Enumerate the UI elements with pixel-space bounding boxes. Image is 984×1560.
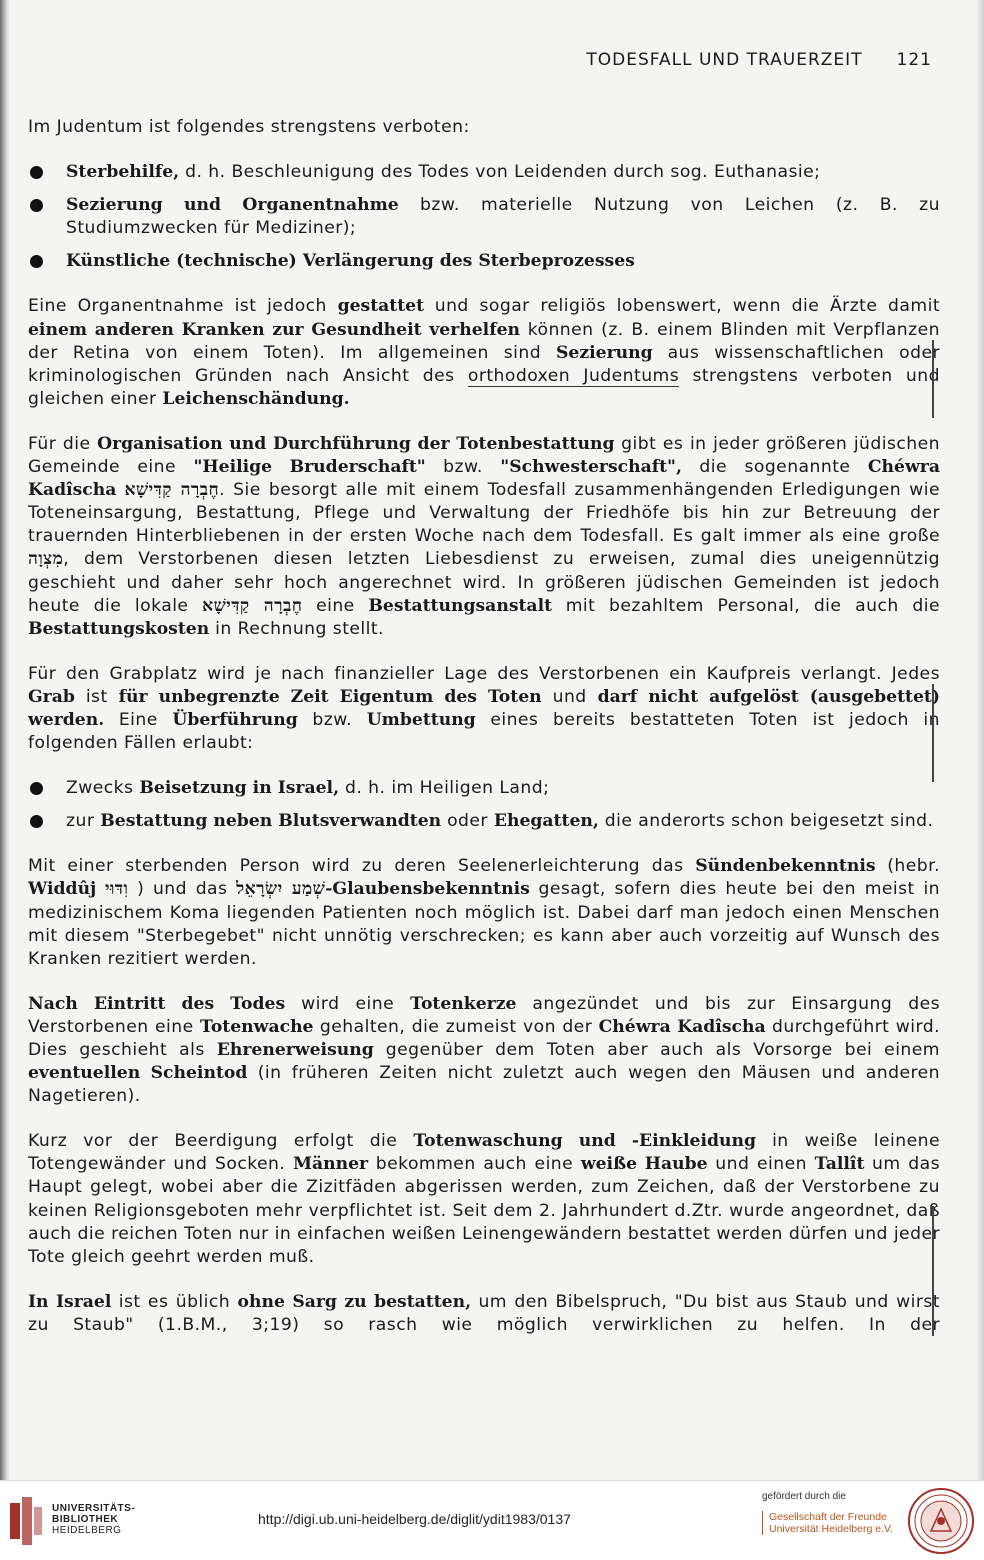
forbidden-item: Sterbehilfe, d. h. Beschleunigung des Todes von Leidenden durch sog. Euthanasie; (28, 161, 940, 184)
hebrew-term: שְׁמַע יִשְׂרָאֵל (236, 879, 326, 900)
paragraph-washing: Kurz vor der Beerdigung erfolgt die Totenwaschung und -Einkleidung in weiße leinene Totengewänder und Socken. Männer bekommen auch eine weiße Haube und einen Tallît um das Haupt gelegt, wobei aber die Zizitfäden abgerissen werden, zum Zeichen, daß der Verstorbene zu keinen Religionsgeboten mehr verpflichtet ist. Seit dem 2. Jahrhundert d.Ztr. wurde angeordnet, daß auch die reichen Toten nur in einfachen weißen Leinengewändern bestattet werden dürfen und jeder Tote gleich geehrt werden muß. (28, 1131, 940, 1267)
paragraph-organ-donation: Eine Organentnahme ist jedoch gestattet und sogar religiös lobenswert, wenn die Ärzte damit einem anderen Kranken zur Gesundheit verhelfen können (z. B. einem Blinden mit Verpflanzen der Retina von einem Toten). Im allgemeinen sind Sezierung aus wissenschaftlichen oder kriminologischen Gründen nach Ansicht des orthodoxen Judentums strengstens verboten und gleichen einer Leichenschändung. (28, 296, 941, 409)
margin-mark (932, 340, 934, 418)
intro-line: Im Judentum ist folgendes strengstens verboten: (28, 117, 470, 137)
hebrew-term: וִדּוּי (105, 879, 129, 900)
scan-left-edge (0, 0, 10, 1480)
page-number: 121 (896, 50, 932, 70)
hebrew-term: חֶבְרָה קַדִּישָׁא (124, 480, 220, 501)
hebrew-term: חֶבְרָה קַדִּישָׁא (202, 595, 303, 616)
paragraph-confession: Mit einer sterbenden Person wird zu deren Seelenerleichterung das Sündenbekenntnis (hebr. Widdûj וִדּוּי ) und das שְׁמַע יִשְׂרָאֵל-Glaubensbekenntnis gesagt, sofern dies heute bei den meist in medizinischem Koma liegenden Patienten noch möglich ist. Dabei darf man jedoch einen Menschen mit diesem "Sterbegebet" nicht unnötig verschrecken; es kann aber auch vorzeitig auf Wunsch des Kranken rezitiert werden. (28, 856, 941, 969)
paragraph-burial-society: Für die Organisation und Durchführung der Totenbestattung gibt es in jeder größeren jüdischen Gemeinde eine "Heilige Bruderschaft" bzw. "Schwesterschaft", die sogenannte Chéwra Kadîscha חֶבְרָה קַדִּישָׁא. Sie besorgt alle mit einem Todesfall zusammenhängenden Erledigungen wie Toteneinsargung, Bestattung, Pflege und Verwaltung der Friedhöfe bis hin zur Betreuung der trauernden Hinterbliebenen in der ersten Woche nach dem Todesfall. Es galt immer als eine große מִצְוָה, dem Verstorbenen diesen letzten Liebesdienst zu erweisen, zumal dies uneigennützig geschieht und daher sehr hoch angerechnet wird. In größeren jüdischen Gemeinden ist jedoch heute die lokale חֶבְרָה קַדִּישָׁא eine Bestattungsanstalt mit bezahltem Personal, die auch die Bestattungskosten in Rechnung stellt. (28, 433, 940, 639)
permalink-url[interactable]: http://digi.ub.uni-heidelberg.de/diglit/ydit1983/0137 (258, 1511, 571, 1527)
forbidden-item: Sezierung und Organentnahme bzw. materielle Nutzung von Leichen (z. B. zu Studiumzwecken für Mediziner); (28, 194, 940, 240)
paragraph-death-watch: Nach Eintritt des Todes wird eine Totenkerze angezündet und bis zur Einsargung des Verstorbenen eine Totenwache gehalten, die zumeist von der Chéwra Kadîscha durchgeführt wird. Dies geschieht als Ehrenerweisung gegenüber dem Toten aber auch als Vorsorge bei einem eventuellen Scheintod (in früheren Zeiten nicht zuletzt auch wegen den Mäusen und anderen Nagetieren). (28, 993, 941, 1107)
forbidden-item: Künstliche (technische) Verlängerung des Sterbeprozesses (28, 250, 940, 273)
allowed-item: Zwecks Beisetzung in Israel, d. h. im Heiligen Land; (28, 777, 940, 800)
society-name: Gesellschaft der Freunde Universität Heidelberg e.V. (762, 1511, 893, 1535)
paragraph-israel: In Israel ist es üblich ohne Sarg zu bestatten, um den Bibelspruch, "Du bist aus Staub und wirst zu Staub" (1.B.M., 3;19) so rasch wie möglich verwirklichen zu helfen. In der (28, 1291, 940, 1335)
paragraph-grave: Für den Grabplatz wird je nach finanzieller Lage des Verstorbenen ein Kaufpreis verlangt. Jedes Grab ist für unbegrenzte Zeit Eigentum des Toten und darf nicht aufgelöst (ausgebettet) werden. Eine Überführung bzw. Umbettung eines bereits bestatteten Toten ist jedoch in folgenden Fällen erlaubt: (28, 663, 940, 754)
margin-mark (932, 684, 934, 782)
running-title: TODESFALL UND TRAUERZEIT (586, 50, 863, 70)
margin-mark (932, 1206, 934, 1336)
funded-by-label: gefördert durch die (762, 1491, 846, 1502)
university-seal-icon (907, 1487, 975, 1555)
ub-heidelberg-logo-icon (8, 1495, 44, 1547)
page-body (28, 116, 940, 1337)
scan-right-edge (976, 0, 984, 1480)
allowed-item: zur Bestattung neben Blutsverwandten oder Ehegatten, die anderorts schon beigesetzt sind. (28, 810, 940, 833)
running-header (22, 50, 932, 76)
library-name: UNIVERSITÄTS- BIBLIOTHEK HEIDELBERG (52, 1503, 136, 1536)
book-page (22, 0, 942, 1480)
underlined-phrase: orthodoxen Judentums (467, 365, 680, 386)
digitization-footer (0, 1480, 984, 1560)
hebrew-term: מִצְוָה (28, 549, 64, 570)
